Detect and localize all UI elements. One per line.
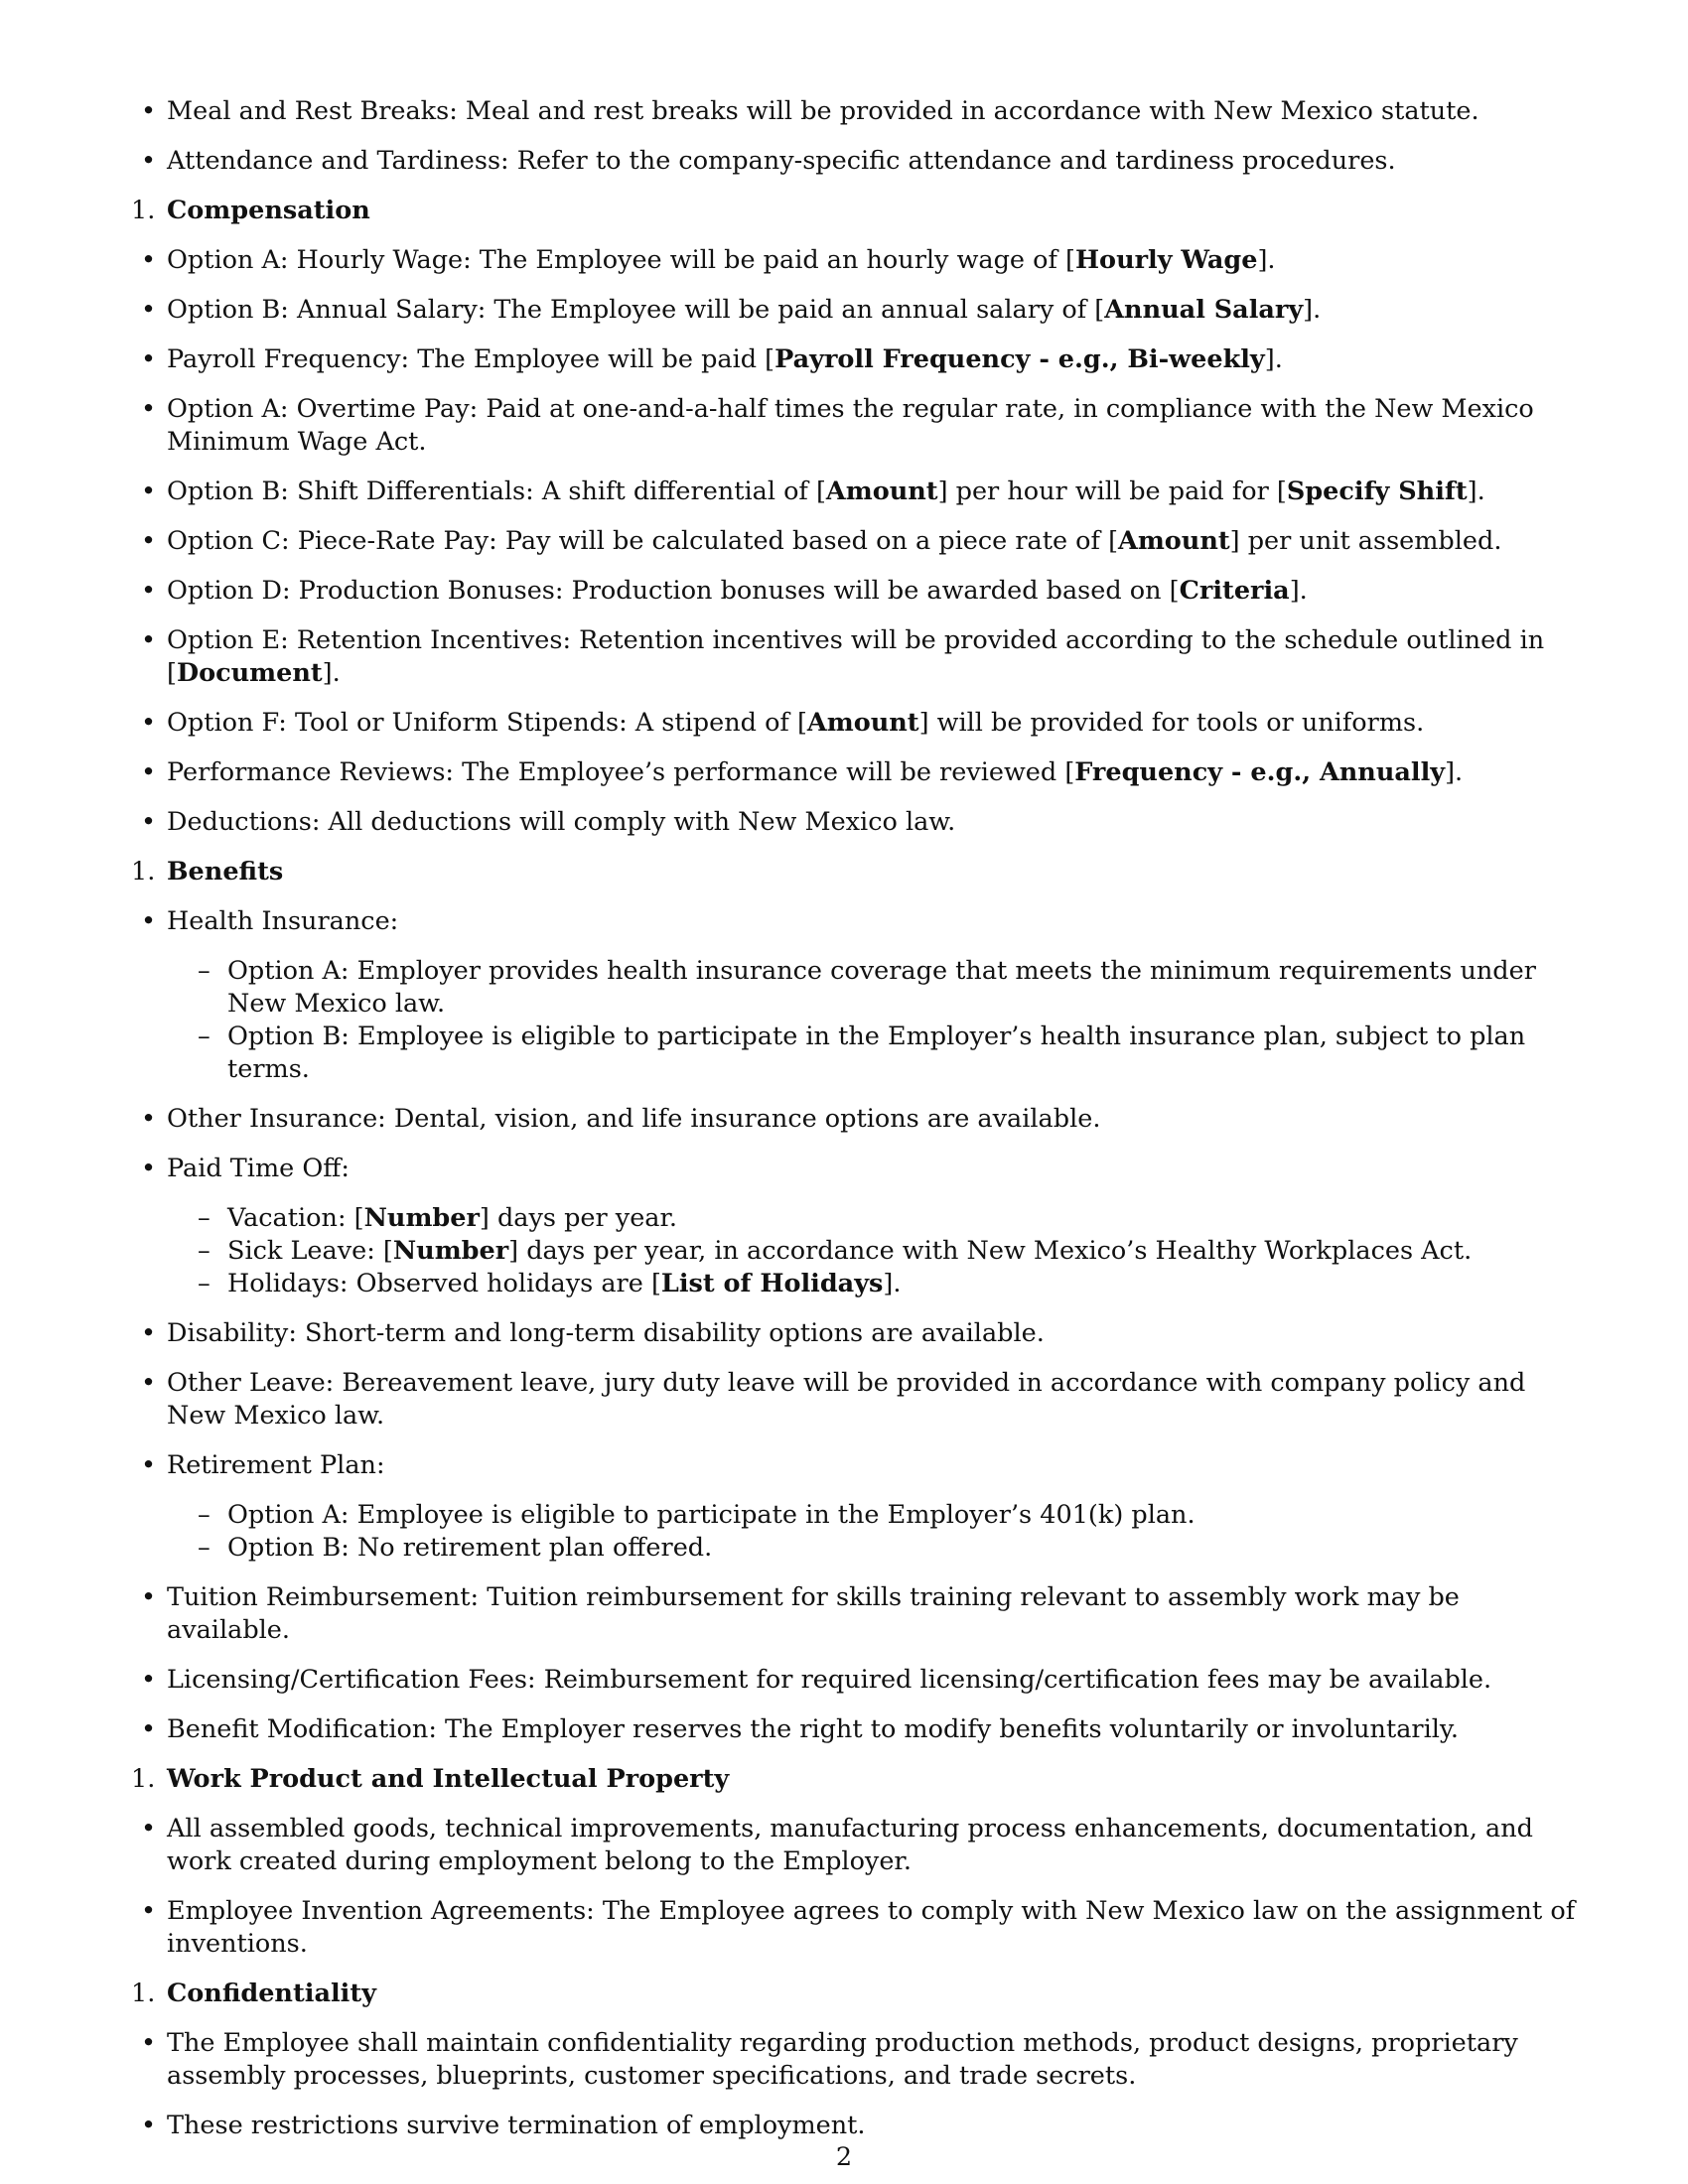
- list-number: 1.: [131, 196, 156, 225]
- sub-list-item: [198, 1532, 1589, 1565]
- sub-list-item: [198, 1235, 1589, 1268]
- list-number: 1.: [131, 1979, 156, 2008]
- item-text: Paid Time Off:: [167, 1154, 350, 1183]
- placeholder-field: Annual Salary: [1104, 295, 1304, 325]
- performance-reviews: [167, 756, 1589, 789]
- placeholder-field: Number: [392, 1236, 509, 1266]
- placeholder-field: Frequency - e.g., Annually: [1074, 757, 1446, 787]
- item-text: Licensing/Certification Fees: Reimbursement for required licensing/certification fees may be available.: [167, 1665, 1492, 1695]
- other-insurance: [167, 1103, 1589, 1136]
- hourly-wage: [167, 244, 1589, 277]
- sub-list-item: [198, 1202, 1589, 1235]
- sub-list-item: [198, 1499, 1589, 1532]
- placeholder-field: Amount: [825, 477, 938, 506]
- item-text: Option C: Piece-Rate Pay: Pay will be calculated based on a piece rate of [: [167, 526, 1119, 556]
- item-text: Other Insurance: Dental, vision, and life insurance options are available.: [167, 1104, 1101, 1134]
- disability: [167, 1317, 1589, 1350]
- item-text: Employee Invention Agreements: The Employee agrees to comply with New Mexico law on the assignment of inventions.: [167, 1896, 1576, 1959]
- item-text: ] days per year, in accordance with New Mexico’s Healthy Workplaces Act.: [508, 1236, 1473, 1266]
- piece-rate-pay: [167, 525, 1589, 558]
- item-text: Holidays: Observed holidays are [: [227, 1269, 661, 1298]
- production-bonuses: [167, 575, 1589, 608]
- placeholder-field: Amount: [806, 708, 919, 738]
- other-leave: [167, 1367, 1589, 1433]
- dash-marker: –: [198, 1500, 211, 1530]
- item-text: ].: [1257, 245, 1276, 275]
- shift-differentials: [167, 476, 1589, 508]
- sub-list: [198, 1499, 1589, 1565]
- document-body: [131, 95, 1589, 2159]
- sub-list: [198, 1202, 1589, 1300]
- annual-salary: [167, 294, 1589, 327]
- invention-agreements: [167, 1895, 1589, 1961]
- item-text: Option D: Production Bonuses: Production bonuses will be awarded based on [: [167, 576, 1180, 606]
- placeholder-field: Hourly Wage: [1074, 245, 1258, 275]
- assembled-goods-ownership: [167, 1813, 1589, 1878]
- sub-list: [198, 955, 1589, 1086]
- item-text: Option A: Employee is eligible to participate in the Employer’s 401(k) plan.: [227, 1500, 1196, 1530]
- deductions: [167, 806, 1589, 839]
- item-text: ].: [1445, 757, 1464, 787]
- restrictions-survive: [167, 2110, 1589, 2142]
- health-insurance: [167, 905, 1589, 938]
- sub-list-item: [198, 1021, 1589, 1086]
- page-number: 2: [835, 2142, 853, 2172]
- item-text: ].: [883, 1269, 902, 1298]
- item-text: ].: [1264, 344, 1283, 374]
- benefit-modification: [167, 1713, 1589, 1746]
- item-text: Tuition Reimbursement: Tuition reimbursement for skills training relevant to assembly work may be available.: [167, 1582, 1460, 1645]
- meal-rest-breaks: [167, 95, 1589, 128]
- sub-list-item: [198, 955, 1589, 1021]
- placeholder-field: Specify Shift: [1286, 477, 1468, 506]
- item-text: Option A: Employer provides health insurance coverage that meets the minimum requirements under New Mexico law.: [227, 956, 1536, 1019]
- section-title: Benefits: [167, 857, 284, 887]
- sub-list-item: [198, 1268, 1589, 1300]
- payroll-frequency: [167, 343, 1589, 376]
- item-text: Sick Leave: [: [227, 1236, 393, 1266]
- item-text: These restrictions survive termination of employment.: [167, 2111, 866, 2140]
- overtime-pay: [167, 393, 1589, 459]
- item-text: Option B: No retirement plan offered.: [227, 1533, 713, 1563]
- list-number: 1.: [131, 857, 156, 887]
- item-text: ].: [322, 658, 341, 688]
- paid-time-off: [167, 1153, 1589, 1185]
- item-text: Option F: Tool or Uniform Stipends: A stipend of [: [167, 708, 807, 738]
- item-text: Option B: Employee is eligible to participate in the Employer’s health insurance plan, subject to plan terms.: [227, 1022, 1526, 1084]
- item-text: Option B: Annual Salary: The Employee will be paid an annual salary of [: [167, 295, 1105, 325]
- section-title: Compensation: [167, 196, 370, 225]
- item-text: ].: [1467, 477, 1485, 506]
- item-text: Benefit Modification: The Employer reserves the right to modify benefits voluntarily or involuntarily.: [167, 1714, 1460, 1744]
- item-text: Retirement Plan:: [167, 1450, 385, 1480]
- retirement-plan: [167, 1449, 1589, 1482]
- attendance-tardiness: [167, 145, 1589, 178]
- dash-marker: –: [198, 1533, 211, 1563]
- placeholder-field: Amount: [1118, 526, 1230, 556]
- placeholder-field: Number: [363, 1203, 480, 1233]
- list-number: 1.: [131, 1764, 156, 1794]
- item-text: ] will be provided for tools or uniforms.: [918, 708, 1425, 738]
- confidentiality-obligation: [167, 2027, 1589, 2093]
- item-text: ] days per year.: [479, 1203, 678, 1233]
- item-text: Option A: Hourly Wage: The Employee will be paid an hourly wage of [: [167, 245, 1075, 275]
- retention-incentives: [167, 624, 1589, 690]
- item-text: Option E: Retention Incentives: Retention incentives will be provided according to the schedule outlined in [: [167, 625, 1545, 688]
- item-text: The Employee shall maintain confidentiality regarding production methods, product designs, proprietary assembly processes, blueprints, customer specifications, and trade secrets.: [167, 2028, 1518, 2091]
- item-text: Attendance and Tardiness: Refer to the company-specific attendance and tardiness procedures.: [167, 146, 1396, 176]
- tuition-reimbursement: [167, 1581, 1589, 1647]
- tool-uniform-stipends: [167, 707, 1589, 740]
- item-text: Vacation: [: [227, 1203, 364, 1233]
- section-compensation: [131, 195, 1589, 227]
- section-title: Work Product and Intellectual Property: [167, 1764, 730, 1794]
- placeholder-field: Criteria: [1179, 576, 1290, 606]
- licensing-fees: [167, 1664, 1589, 1697]
- placeholder-field: List of Holidays: [660, 1269, 884, 1298]
- item-text: Health Insurance:: [167, 906, 399, 936]
- placeholder-field: Document: [176, 658, 323, 688]
- item-text: All assembled goods, technical improvements, manufacturing process enhancements, documentation, and work created during employment belong to the Employer.: [167, 1814, 1534, 1876]
- item-text: Performance Reviews: The Employee’s performance will be reviewed [: [167, 757, 1075, 787]
- item-text: Option A: Overtime Pay: Paid at one-and-a-half times the regular rate, in compliance with the New Mexico Minimum Wage Act.: [167, 394, 1534, 457]
- item-text: ] per hour will be paid for [: [937, 477, 1287, 506]
- section-work-product: [131, 1763, 1589, 1796]
- section-benefits: [131, 856, 1589, 888]
- dash-marker: –: [198, 1022, 211, 1051]
- item-text: ].: [1303, 295, 1322, 325]
- dash-marker: –: [198, 1203, 211, 1233]
- item-text: Deductions: All deductions will comply with New Mexico law.: [167, 807, 956, 837]
- item-text: ].: [1289, 576, 1308, 606]
- section-title: Confidentiality: [167, 1979, 376, 2008]
- item-text: Other Leave: Bereavement leave, jury duty leave will be provided in accordance with company policy and New Mexico law.: [167, 1368, 1526, 1431]
- placeholder-field: Payroll Frequency - e.g., Bi-weekly: [774, 344, 1265, 374]
- item-text: Option B: Shift Differentials: A shift differential of [: [167, 477, 826, 506]
- item-text: Disability: Short-term and long-term disability options are available.: [167, 1318, 1045, 1348]
- item-text: Payroll Frequency: The Employee will be paid [: [167, 344, 775, 374]
- dash-marker: –: [198, 956, 211, 986]
- dash-marker: –: [198, 1269, 211, 1298]
- section-confidentiality: [131, 1978, 1589, 2010]
- dash-marker: –: [198, 1236, 211, 1266]
- item-text: Meal and Rest Breaks: Meal and rest breaks will be provided in accordance with New Mexico statute.: [167, 96, 1479, 126]
- item-text: ] per unit assembled.: [1229, 526, 1502, 556]
